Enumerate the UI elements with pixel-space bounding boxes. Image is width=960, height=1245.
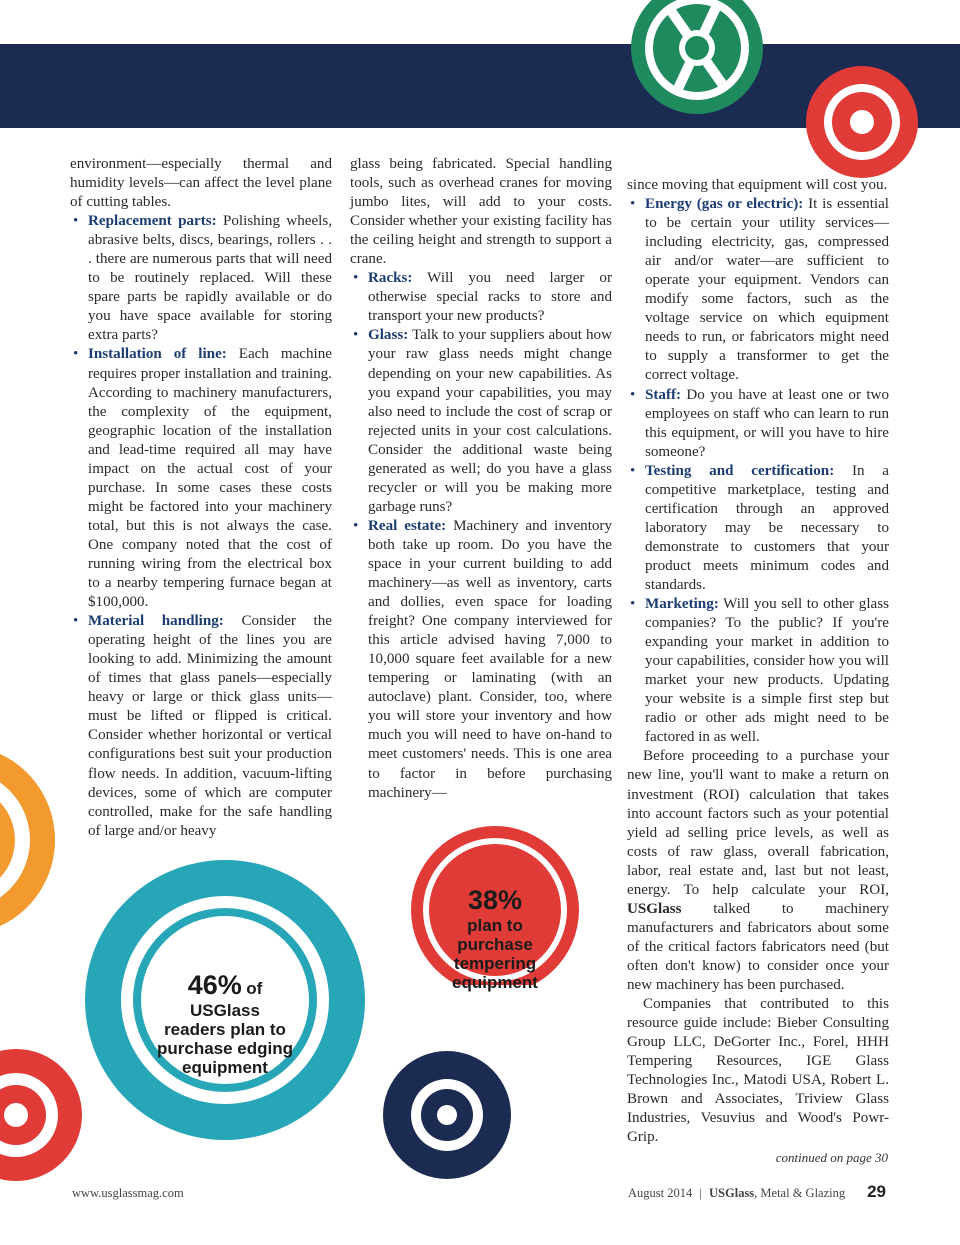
list-item: • Real estate: Machinery and inventory both take up room. Do you have the space in your current building to add machinery—as well as inventory, carts and dollies, even space for loading freight? One company interviewed for this article advised having 7,000 to 10,000 square feet available for a new tempering or laminating (with an autoclave) plant. Consider, too, where you will store your inventory and how much you will need to have on-hand to meet customers' needs. This is one area to factor in before purchasing machinery— [350, 517, 612, 803]
green-gear-icon [612, 0, 782, 150]
list-item: • Glass: Talk to your suppliers about how your raw glass needs might change depending on your new capabilities. As you expand your capabilities, you may also need to include the cost of scrap or rejected units in your cost calculations. Consider the additional waste being generated as well; do you have a glass recycler or will you be making more garbage runs? [350, 326, 612, 516]
small-red-gear-icon [0, 1040, 85, 1190]
navy-gear-icon [380, 1048, 515, 1183]
usglass-brand: USGlass [627, 900, 682, 917]
red-gear-icon [800, 60, 960, 190]
list-item: • Staff: Do you have at least one or two employees on staff who can learn to run this equipment, or will you have to hire someone? [627, 386, 889, 462]
edging-callout: 46% of USGlass readers plan to purchase edging equipment [140, 970, 310, 1077]
list-item: • Material handling: Consider the operating height of the lines you are looking to add. Minimizing the amount of times that glass panels—especially heavy or large or thick glass units—must be lifted or flipped is critical. Consider whether horizontal or vertical configurations best suit your production flow needs. In addition, vacuum-lifting devices, some of which are computer controlled, make for the safe handling of large and/or heavy [70, 612, 332, 841]
column1-intro: environment—especially thermal and humidity levels—can affect the level plane of cutting tables. [70, 156, 332, 211]
list-item: • Installation of line: Each machine requires proper installation and training. According to machinery manufacturers, the complexity of the equipment, geographic location of the installation and lead-time required all may have impact on the actual cost of your purchase. In some cases these costs might be factored into your machinery total, but this is not always the case. One company noted that the cost of running wiring from the electrical box to a nearby tempering furnace began at $100,000. [70, 345, 332, 612]
column3-list [627, 195, 889, 747]
article-column-1 [70, 155, 332, 841]
page-number: 29 [867, 1182, 886, 1201]
contributors-paragraph: Companies that contributed to this resource guide include: Bieber Consulting Group LLC, DeGorter Inc., Forel, HHH Tempering Resources, IGE Glass Technologies Inc., Matodi USA, Robert L. Brown and Associates, Triview Glass Industries, Vesuvius and Wood's Powr-Grip. [627, 996, 889, 1146]
column1-list [70, 212, 332, 841]
column2-list [350, 269, 612, 802]
edging-brand: USGlass [190, 1001, 260, 1020]
tempering-callout: 38% plan to purchase tempering equipment [435, 885, 555, 992]
footer-issue: August 2014 | USGlass, Metal & Glazing [628, 1186, 846, 1200]
orange-gear-icon [0, 735, 60, 945]
tempering-percent: 38% [467, 885, 523, 915]
list-item: • Marketing: Will you sell to other glass companies? To the public? If you're expanding your market in addition to your capabilities, consider how you will market your new products. Updating your website is a simple first step but radio or other ads might need to be factored in as well. [627, 595, 889, 747]
article-column-3 [627, 176, 889, 1147]
column2-intro: glass being fabricated. Special handling tools, such as overhead cranes for moving jumbo lites, will add to your costs. Consider whether your existing facility has the ceiling height and strength to support a crane. [350, 156, 612, 268]
list-item: • Energy (gas or electric): It is essential to be certain your utility services—including electricity, gas, compressed air and/or water—are sufficient to operate your equipment. Vendors can modify some factors, such as the voltage service on which equipment needs to run, or fabricators might need to supply a transformer to get the correct voltage. [627, 195, 889, 385]
list-item: • Testing and certification: In a competitive marketplace, testing and certification through an approved laboratory may be necessary to demonstrate to customers that your product meets minimum codes and standards. [627, 462, 889, 595]
roi-paragraph: Before proceeding to a purchase your new line, you'll want to make a return on investment (ROI) calculation that takes into account factors such as your potential yield ad selling price levels, as well as costs of raw glass, overall fabrication, labor, real estate and, last but not least, energy. To help calculate your ROI, USGlass talked to machinery manufacturers and fabricators about some of the critical factors fabricators need (but often don't know) to consider once your new machinery has been purchased. [627, 748, 889, 993]
footer-website: www.usglassmag.com [72, 1186, 184, 1200]
article-column-2 [350, 155, 612, 803]
list-item: • Replacement parts: Polishing wheels, abrasive belts, discs, bearings, rollers . . . there are numerous parts that will need to be routinely replaced. Will these spare parts be rapidly available or do you have space available for storing extra parts? [70, 212, 332, 345]
column3-intro: since moving that equipment will cost you. [627, 177, 888, 193]
list-item: • Racks: Will you need larger or otherwise special racks to store and transport your new products? [350, 269, 612, 326]
edging-percent: 46% [187, 970, 242, 1000]
continued-note: continued on page 30 [775, 1150, 888, 1165]
